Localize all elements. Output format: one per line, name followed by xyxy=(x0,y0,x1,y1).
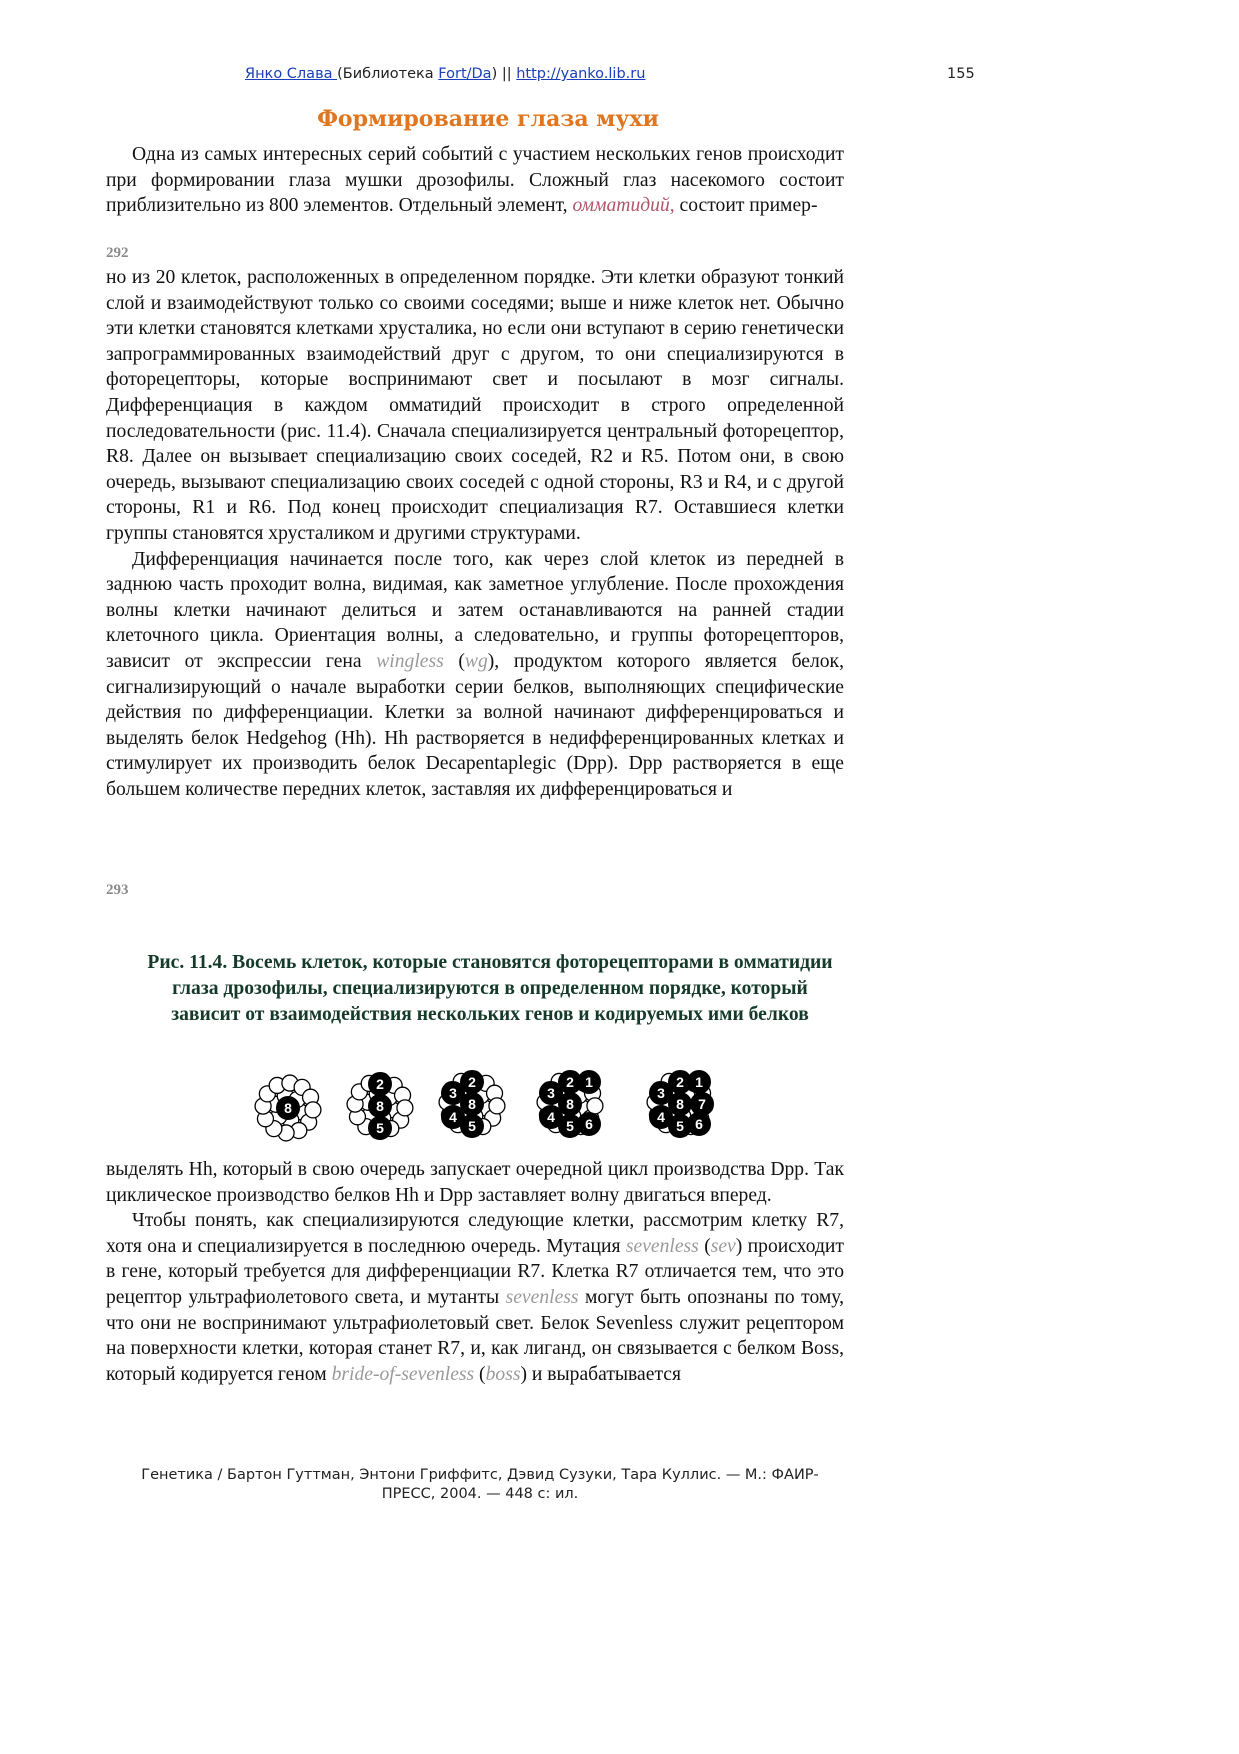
page-header xyxy=(0,66,1106,88)
page-footer xyxy=(120,1466,840,1504)
photoreceptor-label: 5 xyxy=(566,1118,574,1134)
footer-line-2: ПРЕСС, 2004. — 448 с: ил. xyxy=(381,1486,579,1502)
photoreceptor-label: 7 xyxy=(698,1096,706,1112)
body-block-2 xyxy=(106,265,844,802)
ommatidium-stage xyxy=(537,1071,603,1138)
paragraph-5-text-a: Чтобы понять, как специализируются следующие клетки, рассмотрим клетку R7, хотя она и специализируется в последнюю очередь. Мутация xyxy=(106,1210,844,1257)
photoreceptor-label: 5 xyxy=(468,1118,476,1134)
paragraph-2: но из 20 клеток, расположенных в определенном порядке. Эти клетки образуют тонкий слой и взаимодействуют только со своими соседями; выше и ниже клеток нет. Обычно эти клетки становятся клетками хрусталика, но если они вступают в серию генетически запрограммированных взаимодействий друг с другом, то они специализируются в фоторецепторы, которые воспринимают свет и посылают в мозг сигналы. Дифференциация в каждом омматидий происходит в строго определенной последовательности (рис. 11.4). Сначала специализируется центральный фоторецептор, R8. Далее он вызывает специализацию своих соседей, R2 и R5. Потом они, в свою очередь, вызывают специализацию своих соседей с одной стороны, R3 и R4, и с другой стороны, R1 и R6. Под конец происходит специализация R7. Оставшиеся клетки группы становятся хрусталиком и другими структурами. xyxy=(106,267,844,544)
ommatidium-stage xyxy=(255,1075,321,1141)
ommatidium-figure xyxy=(240,1056,740,1160)
paragraph-5-text-c: ) происходит в гене, который требуется для дифференциации R7. Клетка R7 отличается тем, что это рецептор ультрафиолетового света, и мутанты xyxy=(106,1235,844,1308)
photoreceptor-label: 2 xyxy=(468,1074,476,1090)
photoreceptor-label: 6 xyxy=(695,1116,703,1132)
footer-line-1: Генетика / Бартон Гуттман, Энтони Гриффитс, Дэвид Сузуки, Тара Куллис. — М.: ФАИР- xyxy=(141,1467,819,1483)
paragraph-5 xyxy=(106,1208,844,1387)
paragraph-1 xyxy=(106,142,844,219)
photoreceptor-label: 3 xyxy=(547,1085,555,1101)
photoreceptor-label: 5 xyxy=(376,1120,384,1136)
paragraph-1-text: Одна из самых интересных серий событий с участием нескольких генов происходит при формировании глаза мушки дрозофилы. Сложный глаз насекомого состоит приблизительно из 800 элементов. Отдельный элемент, xyxy=(106,144,844,217)
paragraph-5-text-f: ) и вырабатывается xyxy=(520,1363,681,1385)
photoreceptor-label: 2 xyxy=(566,1074,574,1090)
paragraph-3-text-c: ), продуктом которого является белок, сигнализирующий о начале выработки серии белков, выполняющих специфические действия по дифференциации. Клетки за волной начинают дифференцироваться и выделять белок Hedgehog (Hh). Hh растворяется в недифференцированных клетках и стимулирует их производить белок Decapentaplegic (Dpp). Dpp растворяется в еще большем количестве передних клеток, заставляя их дифференцироваться и xyxy=(106,650,844,800)
photoreceptor-label: 2 xyxy=(676,1074,684,1090)
gene-sev: sev xyxy=(710,1235,736,1257)
photoreceptor-label: 8 xyxy=(566,1096,574,1112)
photoreceptor-label: 3 xyxy=(449,1085,457,1101)
paragraph-4: выделять Hh, который в свою очередь запускает очередной цикл производства Dpp. Так циклическое производство белков Hh и Dpp заставляет волну двигаться вперед. xyxy=(106,1159,844,1206)
figure-caption: Рис. 11.4. Восемь клеток, которые становятся фоторецепторами в омматидии глаза дрозофилы, специализируются в определенном порядке, который зависит от взаимодействия нескольких генов и кодируемых ими белков xyxy=(147,952,833,1025)
photoreceptor-label: 8 xyxy=(376,1098,384,1114)
gene-wingless: wingless xyxy=(376,650,444,672)
paragraph-1-tail: состоит пример- xyxy=(674,195,818,217)
library-suffix: ) || xyxy=(491,66,517,82)
gene-boss: boss xyxy=(485,1363,521,1385)
gene-bride-of-sevenless: bride-of-sevenless xyxy=(331,1363,475,1385)
photoreceptor-label: 3 xyxy=(657,1085,665,1101)
header-citation xyxy=(245,66,645,82)
photoreceptor-label: 8 xyxy=(468,1096,476,1112)
paragraph-3-text-b: ( xyxy=(443,650,465,672)
lens-cell xyxy=(397,1100,413,1116)
lens-cell xyxy=(305,1102,321,1118)
photoreceptor-label: 4 xyxy=(449,1109,457,1125)
url-link[interactable]: http://yanko.lib.ru xyxy=(516,66,646,82)
paragraph-3-text-a: Дифференциация начинается после того, как через слой клеток из передней в заднюю часть проходит волна, видимая, как заметное углубление. После прохождения волны клетки начинают делиться и затем останавливаются на ранней стадии клеточного цикла. Ориентация волны, а следовательно, и группы фоторецепторов, зависит от экспрессии гена xyxy=(106,548,844,672)
photoreceptor-label: 8 xyxy=(676,1096,684,1112)
ommatidium-stage xyxy=(439,1071,505,1138)
page-marker-293: 293 xyxy=(106,882,129,898)
library-link[interactable]: Fort/Da xyxy=(438,66,492,82)
ommatidium-stage xyxy=(347,1073,413,1140)
paragraph-5-text-b: ( xyxy=(698,1235,711,1257)
term-ommatidium: омматидий, xyxy=(572,195,675,217)
page-number: 155 xyxy=(947,66,975,82)
paragraph-5-text-d: могут быть опознаны по тому, что они не воспринимают ультрафиолетовый свет. Белок Sevenless служит рецептором на поверхности клетки, которая станет R7, и, как лиганд, он связывается с белком Boss, который кодируется геном xyxy=(106,1286,844,1385)
body-block-3 xyxy=(106,1157,844,1387)
paragraph-5-text-e: ( xyxy=(474,1363,486,1385)
photoreceptor-label: 1 xyxy=(695,1074,703,1090)
ommatidium-stage xyxy=(647,1071,713,1138)
library-prefix: (Библиотека xyxy=(337,66,439,82)
photoreceptor-label: 4 xyxy=(657,1109,665,1125)
section-title: Формирование глаза мухи xyxy=(317,106,659,132)
lens-cell xyxy=(587,1098,603,1114)
photoreceptor-label: 1 xyxy=(585,1074,593,1090)
photoreceptor-label: 4 xyxy=(547,1109,555,1125)
page-marker-292: 292 xyxy=(106,245,129,261)
body-block-1 xyxy=(106,142,844,219)
gene-wg: wg xyxy=(464,650,488,672)
photoreceptor-label: 6 xyxy=(585,1116,593,1132)
author-link[interactable]: Янко Слава xyxy=(245,66,338,82)
gene-sevenless: sevenless xyxy=(625,1235,699,1257)
lens-cell xyxy=(489,1098,505,1114)
paragraph-3 xyxy=(106,547,844,803)
photoreceptor-label: 5 xyxy=(676,1118,684,1134)
photoreceptor-label: 8 xyxy=(284,1100,292,1116)
photoreceptor-label: 2 xyxy=(376,1076,384,1092)
gene-sevenless-2: sevenless xyxy=(505,1286,579,1308)
